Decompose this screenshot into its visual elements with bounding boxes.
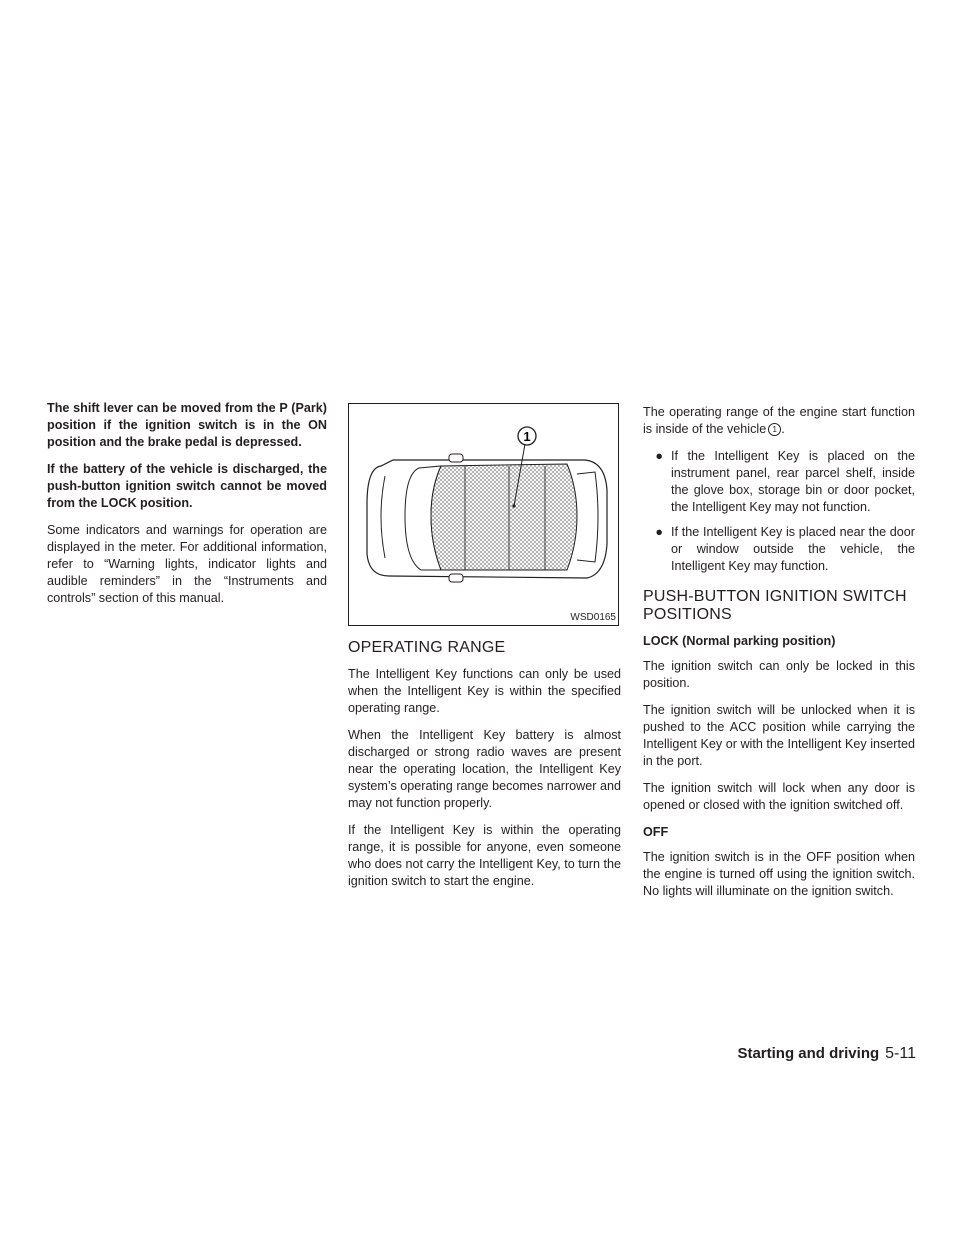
- engine-start-range-text: The operating range of the engine start function is inside of the vehicle: [643, 405, 915, 436]
- list-item: [643, 448, 915, 516]
- operating-range-heading: OPERATING RANGE: [348, 639, 506, 656]
- page-footer: [730, 1044, 916, 1064]
- page-number: 5-11: [885, 1045, 916, 1062]
- operating-range-paragraph-1: The Intelligent Key functions can only be used when the Intelligent Key is within the specified operating range.: [348, 667, 621, 715]
- indicators-paragraph: Some indicators and warnings for operation are displayed in the meter. For additional information, refer to “Warning lights, indicator lights and audible reminders” in the “Instruments and controls” section of this manual.: [47, 523, 327, 605]
- sentence-end: .: [781, 422, 785, 436]
- battery-discharge-note: If the battery of the vehicle is discharged, the push-button ignition switch cannot be moved from the LOCK position.: [47, 462, 327, 510]
- lock-paragraph-2: The ignition switch will be unlocked when it is pushed to the ACC position while carrying the Intelligent Key or with the Intelligent Key inserted in the port.: [643, 703, 915, 768]
- middle-column: [348, 400, 621, 900]
- vehicle-top-view-illustration: [349, 404, 620, 627]
- lock-paragraph-3: The ignition switch will lock when any door is opened or closed with the ignition switched off.: [643, 781, 915, 812]
- figure-label: WSD0165: [570, 612, 616, 623]
- vehicle-range-figure: [348, 403, 619, 626]
- right-column: [643, 404, 915, 910]
- engine-start-range-paragraph: [643, 404, 915, 438]
- off-paragraph: The ignition switch is in the OFF position when the engine is turned off using the ignition switch. No lights will illuminate on the ignition switch.: [643, 850, 915, 898]
- shift-lever-note: The shift lever can be moved from the P (Park) position if the ignition switch is in the ON position and the brake pedal is depressed.: [47, 401, 327, 449]
- footer-section-title: Starting and driving: [737, 1045, 880, 1062]
- callout-1-reference: 1: [768, 423, 781, 436]
- operating-range-paragraph-3: If the Intelligent Key is within the operating range, it is possible for anyone, even someone who does not carry the Intelligent Key, to turn the ignition switch to start the engine.: [348, 823, 621, 888]
- figure-callout-1: 1: [523, 429, 531, 444]
- push-button-ignition-heading: PUSH-BUTTON IGNITION SWITCH POSITIONS: [643, 588, 907, 623]
- bullet-text: If the Intelligent Key is placed near the door or window outside the vehicle, the Intelligent Key may function.: [671, 525, 915, 573]
- bullet-icon: ●: [655, 449, 663, 463]
- bullet-text: If the Intelligent Key is placed on the instrument panel, rear parcel shelf, inside the glove box, storage bin or door pocket, the Intelligent Key may not function.: [671, 449, 915, 514]
- bullet-icon: ●: [655, 525, 663, 539]
- off-subheading: OFF: [643, 825, 669, 839]
- lock-paragraph-1: The ignition switch can only be locked in this position.: [643, 659, 915, 690]
- left-column: [47, 400, 327, 617]
- lock-subheading: LOCK (Normal parking position): [643, 634, 836, 648]
- operating-range-paragraph-2: When the Intelligent Key battery is almost discharged or strong radio waves are present near the operating location, the Intelligent Key system’s operating range becomes narrower and may not function properly.: [348, 728, 621, 810]
- list-item: [643, 524, 915, 575]
